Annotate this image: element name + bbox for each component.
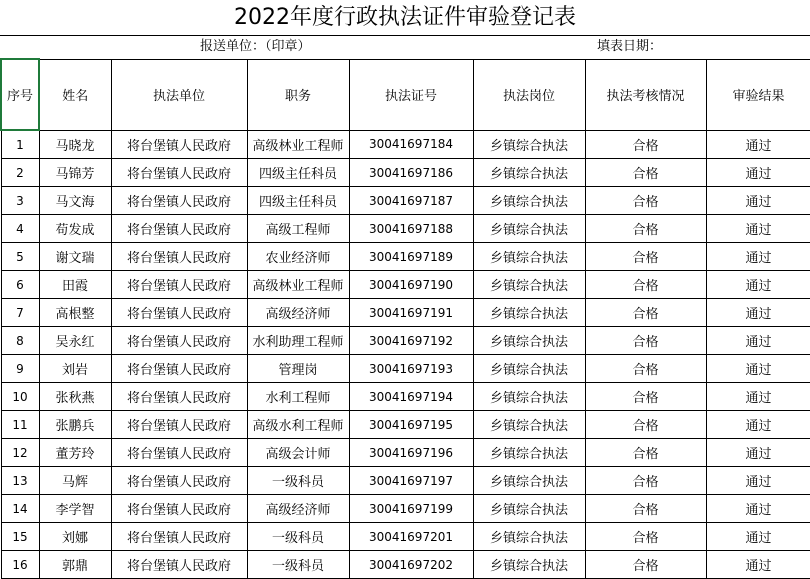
cell-assessment[interactable]: 合格: [585, 551, 706, 579]
cell-position[interactable]: 高级工程师: [247, 215, 349, 243]
cell-post[interactable]: 乡镇综合执法: [473, 383, 585, 411]
cell-assessment[interactable]: 合格: [585, 243, 706, 271]
cell-name[interactable]: 刘娜: [39, 523, 111, 551]
cell-post[interactable]: 乡镇综合执法: [473, 495, 585, 523]
cell-cert-no[interactable]: 30041697197: [349, 467, 473, 495]
date-label: 填表日期：: [597, 39, 663, 54]
cell-post[interactable]: 乡镇综合执法: [473, 523, 585, 551]
cell-result[interactable]: 通过: [706, 327, 810, 355]
cell-unit[interactable]: 将台堡镇人民政府: [111, 551, 247, 579]
cell-assessment[interactable]: 合格: [585, 299, 706, 327]
table-row: [1, 439, 810, 467]
cell-seq[interactable]: 1: [1, 130, 39, 159]
registration-table: [0, 58, 810, 579]
cell-name[interactable]: 田霞: [39, 271, 111, 299]
cell-name[interactable]: 苟发成: [39, 215, 111, 243]
cell-seq[interactable]: 9: [1, 355, 39, 383]
cell-cert-no[interactable]: 30041697195: [349, 411, 473, 439]
cell-post[interactable]: 乡镇综合执法: [473, 551, 585, 579]
cell-unit[interactable]: 将台堡镇人民政府: [111, 187, 247, 215]
header-unit[interactable]: 执法单位: [111, 59, 247, 130]
header-name[interactable]: 姓名: [39, 59, 111, 130]
cell-cert-no[interactable]: 30041697199: [349, 495, 473, 523]
cell-unit[interactable]: 将台堡镇人民政府: [111, 299, 247, 327]
title-divider: [0, 35, 810, 36]
cell-unit[interactable]: 将台堡镇人民政府: [111, 495, 247, 523]
table-row: [1, 495, 810, 523]
table-header-row: [1, 59, 810, 130]
cell-seq[interactable]: 2: [1, 159, 39, 187]
cell-unit[interactable]: 将台堡镇人民政府: [111, 467, 247, 495]
cell-seq[interactable]: 3: [1, 187, 39, 215]
cell-unit[interactable]: 将台堡镇人民政府: [111, 130, 247, 159]
cell-assessment[interactable]: 合格: [585, 271, 706, 299]
cell-unit[interactable]: 将台堡镇人民政府: [111, 159, 247, 187]
table-row: [1, 411, 810, 439]
cell-cert-no[interactable]: 30041697190: [349, 271, 473, 299]
cell-unit[interactable]: 将台堡镇人民政府: [111, 439, 247, 467]
cell-cert-no[interactable]: 30041697196: [349, 439, 473, 467]
cell-cert-no[interactable]: 30041697201: [349, 523, 473, 551]
cell-post[interactable]: 乡镇综合执法: [473, 327, 585, 355]
cell-cert-no[interactable]: 30041697187: [349, 187, 473, 215]
cell-result[interactable]: 通过: [706, 271, 810, 299]
cell-position[interactable]: 水利助理工程师: [247, 327, 349, 355]
cell-position[interactable]: 四级主任科员: [247, 187, 349, 215]
cell-name[interactable]: 李学智: [39, 495, 111, 523]
cell-result[interactable]: 通过: [706, 439, 810, 467]
cell-position[interactable]: 一级科员: [247, 523, 349, 551]
cell-result[interactable]: 通过: [706, 215, 810, 243]
cell-name[interactable]: 刘岩: [39, 355, 111, 383]
cell-result[interactable]: 通过: [706, 383, 810, 411]
header-cert-no[interactable]: 执法证号: [349, 59, 473, 130]
cell-name[interactable]: 马晓龙: [39, 130, 111, 159]
table-row: [1, 327, 810, 355]
table-row: [1, 523, 810, 551]
cell-position[interactable]: 高级水利工程师: [247, 411, 349, 439]
cell-assessment[interactable]: 合格: [585, 355, 706, 383]
cell-seq[interactable]: 4: [1, 215, 39, 243]
cell-seq[interactable]: 7: [1, 299, 39, 327]
cell-unit[interactable]: 将台堡镇人民政府: [111, 411, 247, 439]
cell-seq[interactable]: 16: [1, 551, 39, 579]
cell-name[interactable]: 谢文瑞: [39, 243, 111, 271]
cell-post[interactable]: 乡镇综合执法: [473, 243, 585, 271]
header-result[interactable]: 审验结果: [706, 59, 810, 130]
cell-seq[interactable]: 5: [1, 243, 39, 271]
cell-position[interactable]: 一级科员: [247, 551, 349, 579]
cell-seq[interactable]: 13: [1, 467, 39, 495]
cell-result[interactable]: 通过: [706, 159, 810, 187]
cell-cert-no[interactable]: 30041697193: [349, 355, 473, 383]
cell-seq[interactable]: 11: [1, 411, 39, 439]
table-row: [1, 130, 810, 159]
cell-name[interactable]: 马辉: [39, 467, 111, 495]
cell-post[interactable]: 乡镇综合执法: [473, 187, 585, 215]
cell-result[interactable]: 通过: [706, 495, 810, 523]
table-row: [1, 187, 810, 215]
header-assessment[interactable]: 执法考核情况: [585, 59, 706, 130]
cell-unit[interactable]: 将台堡镇人民政府: [111, 355, 247, 383]
cell-assessment[interactable]: 合格: [585, 130, 706, 159]
cell-cert-no[interactable]: 30041697189: [349, 243, 473, 271]
cell-post[interactable]: 乡镇综合执法: [473, 467, 585, 495]
cell-name[interactable]: 吴永红: [39, 327, 111, 355]
cell-post[interactable]: 乡镇综合执法: [473, 130, 585, 159]
cell-result[interactable]: 通过: [706, 355, 810, 383]
cell-result[interactable]: 通过: [706, 299, 810, 327]
cell-position[interactable]: 高级林业工程师: [247, 271, 349, 299]
cell-seq[interactable]: 15: [1, 523, 39, 551]
cell-cert-no[interactable]: 30041697202: [349, 551, 473, 579]
cell-name[interactable]: 马锦芳: [39, 159, 111, 187]
table-row: [1, 215, 810, 243]
cell-position[interactable]: 高级经济师: [247, 299, 349, 327]
header-post[interactable]: 执法岗位: [473, 59, 585, 130]
cell-cert-no[interactable]: 30041697191: [349, 299, 473, 327]
cell-cert-no[interactable]: 30041697192: [349, 327, 473, 355]
cell-unit[interactable]: 将台堡镇人民政府: [111, 243, 247, 271]
cell-post[interactable]: 乡镇综合执法: [473, 411, 585, 439]
cell-seq[interactable]: 10: [1, 383, 39, 411]
cell-position[interactable]: 四级主任科员: [247, 159, 349, 187]
cell-name[interactable]: 马文海: [39, 187, 111, 215]
cell-assessment[interactable]: 合格: [585, 187, 706, 215]
cell-result[interactable]: 通过: [706, 551, 810, 579]
cell-unit[interactable]: 将台堡镇人民政府: [111, 271, 247, 299]
cell-unit[interactable]: 将台堡镇人民政府: [111, 523, 247, 551]
cell-assessment[interactable]: 合格: [585, 467, 706, 495]
cell-assessment[interactable]: 合格: [585, 411, 706, 439]
cell-assessment[interactable]: 合格: [585, 439, 706, 467]
cell-result[interactable]: 通过: [706, 187, 810, 215]
table-row: [1, 159, 810, 187]
cell-post[interactable]: 乡镇综合执法: [473, 355, 585, 383]
cell-post[interactable]: 乡镇综合执法: [473, 299, 585, 327]
cell-name[interactable]: 张秋燕: [39, 383, 111, 411]
table-row: [1, 271, 810, 299]
cell-assessment[interactable]: 合格: [585, 383, 706, 411]
cell-cert-no[interactable]: 30041697186: [349, 159, 473, 187]
cell-post[interactable]: 乡镇综合执法: [473, 159, 585, 187]
cell-position[interactable]: 高级经济师: [247, 495, 349, 523]
header-seq[interactable]: 序号: [1, 59, 39, 130]
cell-result[interactable]: 通过: [706, 130, 810, 159]
cell-result[interactable]: 通过: [706, 243, 810, 271]
cell-cert-no[interactable]: 30041697194: [349, 383, 473, 411]
table-row: [1, 299, 810, 327]
cell-seq[interactable]: 6: [1, 271, 39, 299]
cell-assessment[interactable]: 合格: [585, 159, 706, 187]
cell-position[interactable]: 高级林业工程师: [247, 130, 349, 159]
cell-position[interactable]: 管理岗: [247, 355, 349, 383]
cell-position[interactable]: 水利工程师: [247, 383, 349, 411]
cell-result[interactable]: 通过: [706, 523, 810, 551]
cell-assessment[interactable]: 合格: [585, 523, 706, 551]
cell-name[interactable]: 董芳玲: [39, 439, 111, 467]
table-row: [1, 383, 810, 411]
cell-unit[interactable]: 将台堡镇人民政府: [111, 215, 247, 243]
unit-label: 报送单位：（印章）: [200, 39, 311, 54]
table-row: [1, 551, 810, 579]
cell-position[interactable]: 高级会计师: [247, 439, 349, 467]
cell-position[interactable]: 一级科员: [247, 467, 349, 495]
table-row: [1, 355, 810, 383]
cell-position[interactable]: 农业经济师: [247, 243, 349, 271]
cell-cert-no[interactable]: 30041697184: [349, 130, 473, 159]
cell-name[interactable]: 张鹏兵: [39, 411, 111, 439]
cell-post[interactable]: 乡镇综合执法: [473, 271, 585, 299]
table-row: [1, 467, 810, 495]
cell-result[interactable]: 通过: [706, 467, 810, 495]
cell-name[interactable]: 高根整: [39, 299, 111, 327]
page-title: 2022年度行政执法证件审验登记表: [234, 5, 576, 30]
cell-post[interactable]: 乡镇综合执法: [473, 215, 585, 243]
header-position[interactable]: 职务: [247, 59, 349, 130]
table-row: [1, 243, 810, 271]
cell-seq[interactable]: 14: [1, 495, 39, 523]
cell-assessment[interactable]: 合格: [585, 495, 706, 523]
cell-unit[interactable]: 将台堡镇人民政府: [111, 383, 247, 411]
cell-unit[interactable]: 将台堡镇人民政府: [111, 327, 247, 355]
cell-name[interactable]: 郭鼎: [39, 551, 111, 579]
cell-seq[interactable]: 8: [1, 327, 39, 355]
cell-result[interactable]: 通过: [706, 411, 810, 439]
cell-assessment[interactable]: 合格: [585, 215, 706, 243]
cell-seq[interactable]: 12: [1, 439, 39, 467]
cell-cert-no[interactable]: 30041697188: [349, 215, 473, 243]
cell-assessment[interactable]: 合格: [585, 327, 706, 355]
cell-post[interactable]: 乡镇综合执法: [473, 439, 585, 467]
